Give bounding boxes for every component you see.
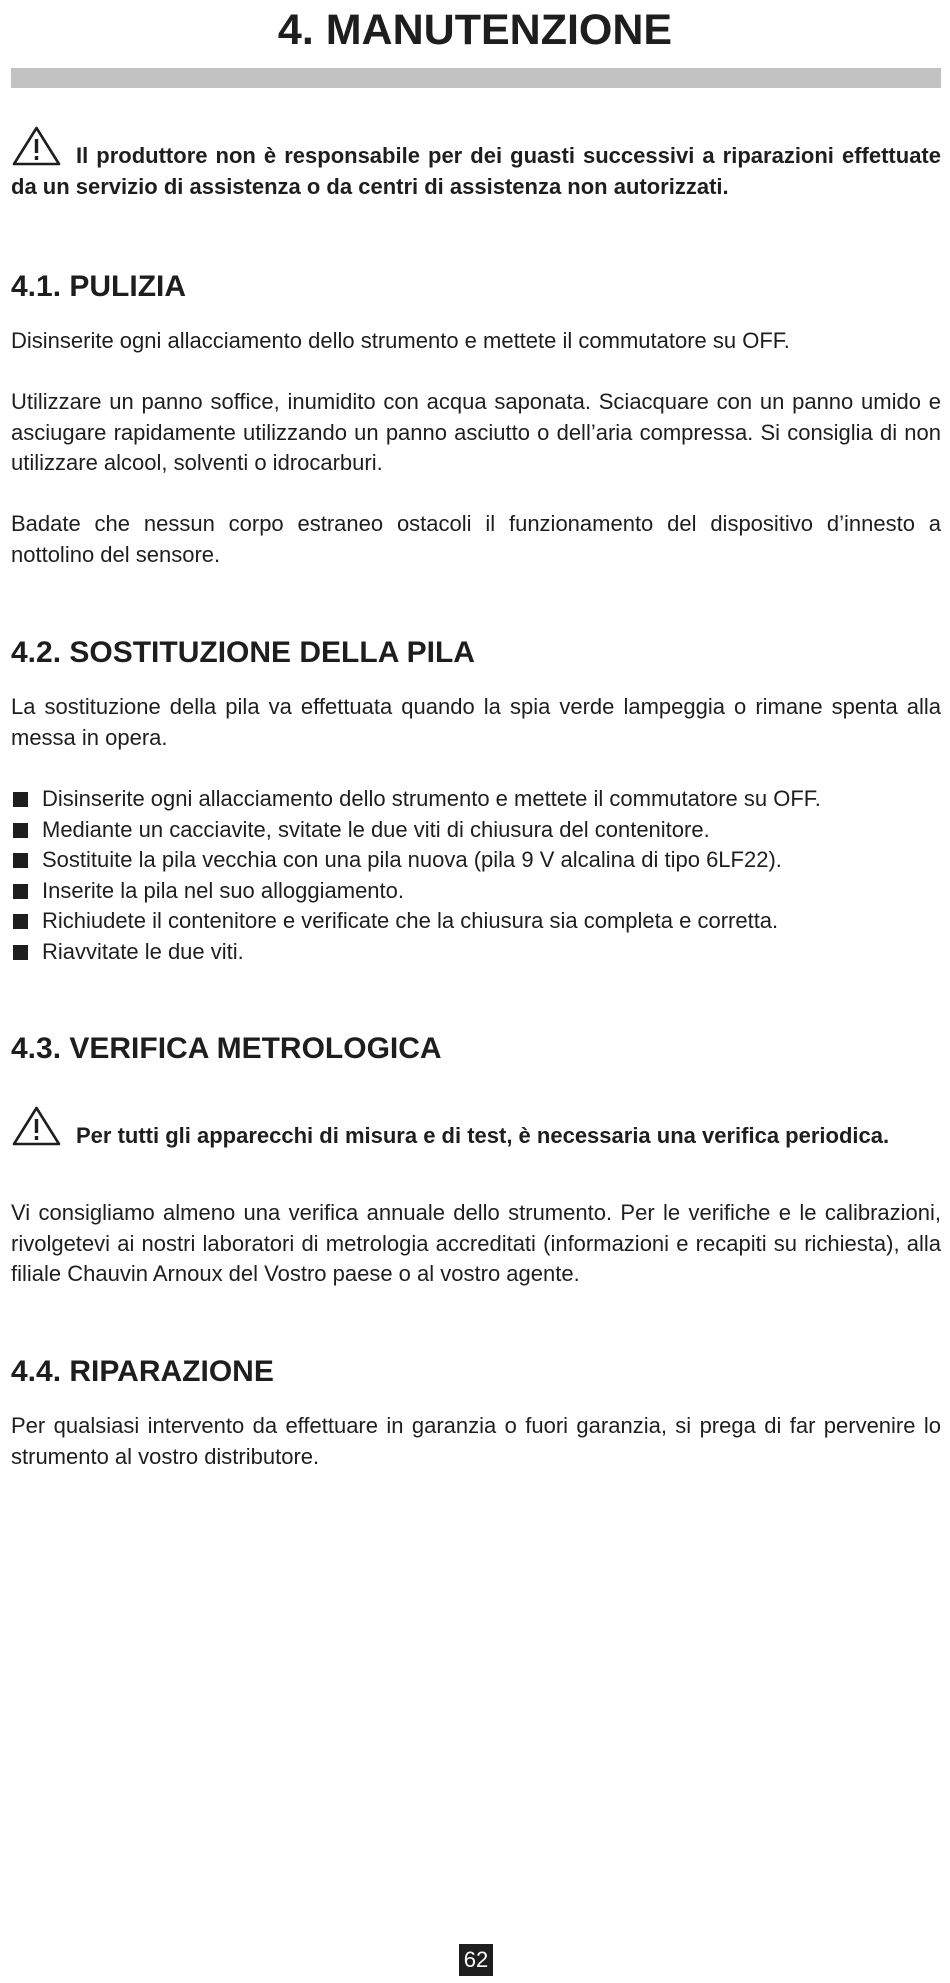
riparazione-paragraph <box>11 1411 941 1472</box>
section-riparazione <box>11 1352 941 1392</box>
title-divider-bar <box>11 68 941 88</box>
page-number: 62 <box>459 1944 493 1976</box>
list-item <box>11 845 941 876</box>
pulizia-paragraph-2 <box>11 387 941 479</box>
section-pulizia <box>11 267 941 307</box>
list-item <box>11 937 941 968</box>
steps-list <box>11 784 941 967</box>
list-item-text: Richiudete il contenitore e verificate che la chiusura sia completa e corretta. <box>42 908 779 933</box>
section-verifica <box>11 1029 941 1069</box>
list-item-text: Riavvitate le due viti. <box>42 938 244 964</box>
section-heading: 4.4. RIPARAZIONE <box>11 1355 274 1388</box>
pulizia-paragraph-3 <box>11 509 941 570</box>
section-heading: 4.3. VERIFICA METROLOGICA <box>11 1032 442 1065</box>
pulizia-paragraph-1 <box>11 326 941 357</box>
paragraph: Per qualsiasi intervento da effettuare in garanzia o fuori garanzia, si prega di far pervenire lo strumento al vostro distributore. <box>11 1413 941 1469</box>
warning-paragraph <box>11 1105 941 1152</box>
bullet-square-icon <box>13 792 28 807</box>
paragraph: Disinserite ogni allacciamento dello strumento e mettete il commutatore su OFF. <box>11 328 790 353</box>
list-item-text: Disinserite ogni allacciamento dello strumento e mettete il commutatore su OFF. <box>42 786 821 811</box>
list-item <box>11 876 941 907</box>
paragraph: Utilizzare un panno soffice, inumidito con acqua saponata. Sciacquare con un panno umido e asciugare rapidamente utilizzando un panno asciutto o dell’aria compressa. Si consiglia di non utilizzare alcool, solventi o idrocarburi. <box>11 389 941 475</box>
page-title: 4. MANUTENZIONE <box>277 6 673 54</box>
warning-triangle-icon <box>11 125 62 167</box>
bullet-square-icon <box>13 884 28 899</box>
paragraph: Vi consigliamo almeno una verifica annuale dello strumento. Per le verifiche e le calibrazioni, rivolgetevi ai nostri laboratori di metrologia accreditati (informazioni e recapiti su richiesta), alla filiale Chauvin Arnoux del Vostro paese o al vostro agente. <box>11 1200 941 1286</box>
list-item <box>11 815 941 846</box>
list-item-text: Sostituite la pila vecchia con una pila nuova (pila 9 V alcalina di tipo 6LF22). <box>42 847 782 872</box>
section-heading: 4.2. SOSTITUZIONE DELLA PILA <box>11 636 475 669</box>
warning-paragraph <box>11 125 941 202</box>
section-heading: 4.1. PULIZIA <box>11 270 187 303</box>
bullet-square-icon <box>13 823 28 838</box>
list-item <box>11 906 941 937</box>
paragraph: La sostituzione della pila va effettuata quando la spia verde lampeggia o rimane spenta alla messa in opera. <box>11 694 941 750</box>
list-item-text: Inserite la pila nel suo alloggiamento. <box>42 877 405 903</box>
section-pila <box>11 633 941 673</box>
warning-notice <box>11 125 941 202</box>
warning-triangle-icon <box>11 1105 62 1147</box>
list-item-text: Mediante un cacciavite, svitate le due viti di chiusura del contenitore. <box>42 816 710 842</box>
pila-steps <box>11 784 941 967</box>
list-item <box>11 784 941 815</box>
verifica-warning <box>11 1105 941 1152</box>
warning-text: Per tutti gli apparecchi di misura e di test, è necessaria una verifica periodica. <box>76 1123 890 1148</box>
verifica-paragraph <box>11 1198 941 1290</box>
paragraph: Badate che nessun corpo estraneo ostacoli il funzionamento del dispositivo d’innesto a nottolino del sensore. <box>11 511 941 567</box>
warning-text: Il produttore non è responsabile per dei guasti successivi a riparazioni effettuate da un servizio di assistenza o da centri di assistenza non autorizzati. <box>11 143 941 199</box>
bullet-square-icon <box>13 853 28 868</box>
pila-intro <box>11 692 941 753</box>
bullet-square-icon <box>13 914 28 929</box>
bullet-square-icon <box>13 945 28 960</box>
